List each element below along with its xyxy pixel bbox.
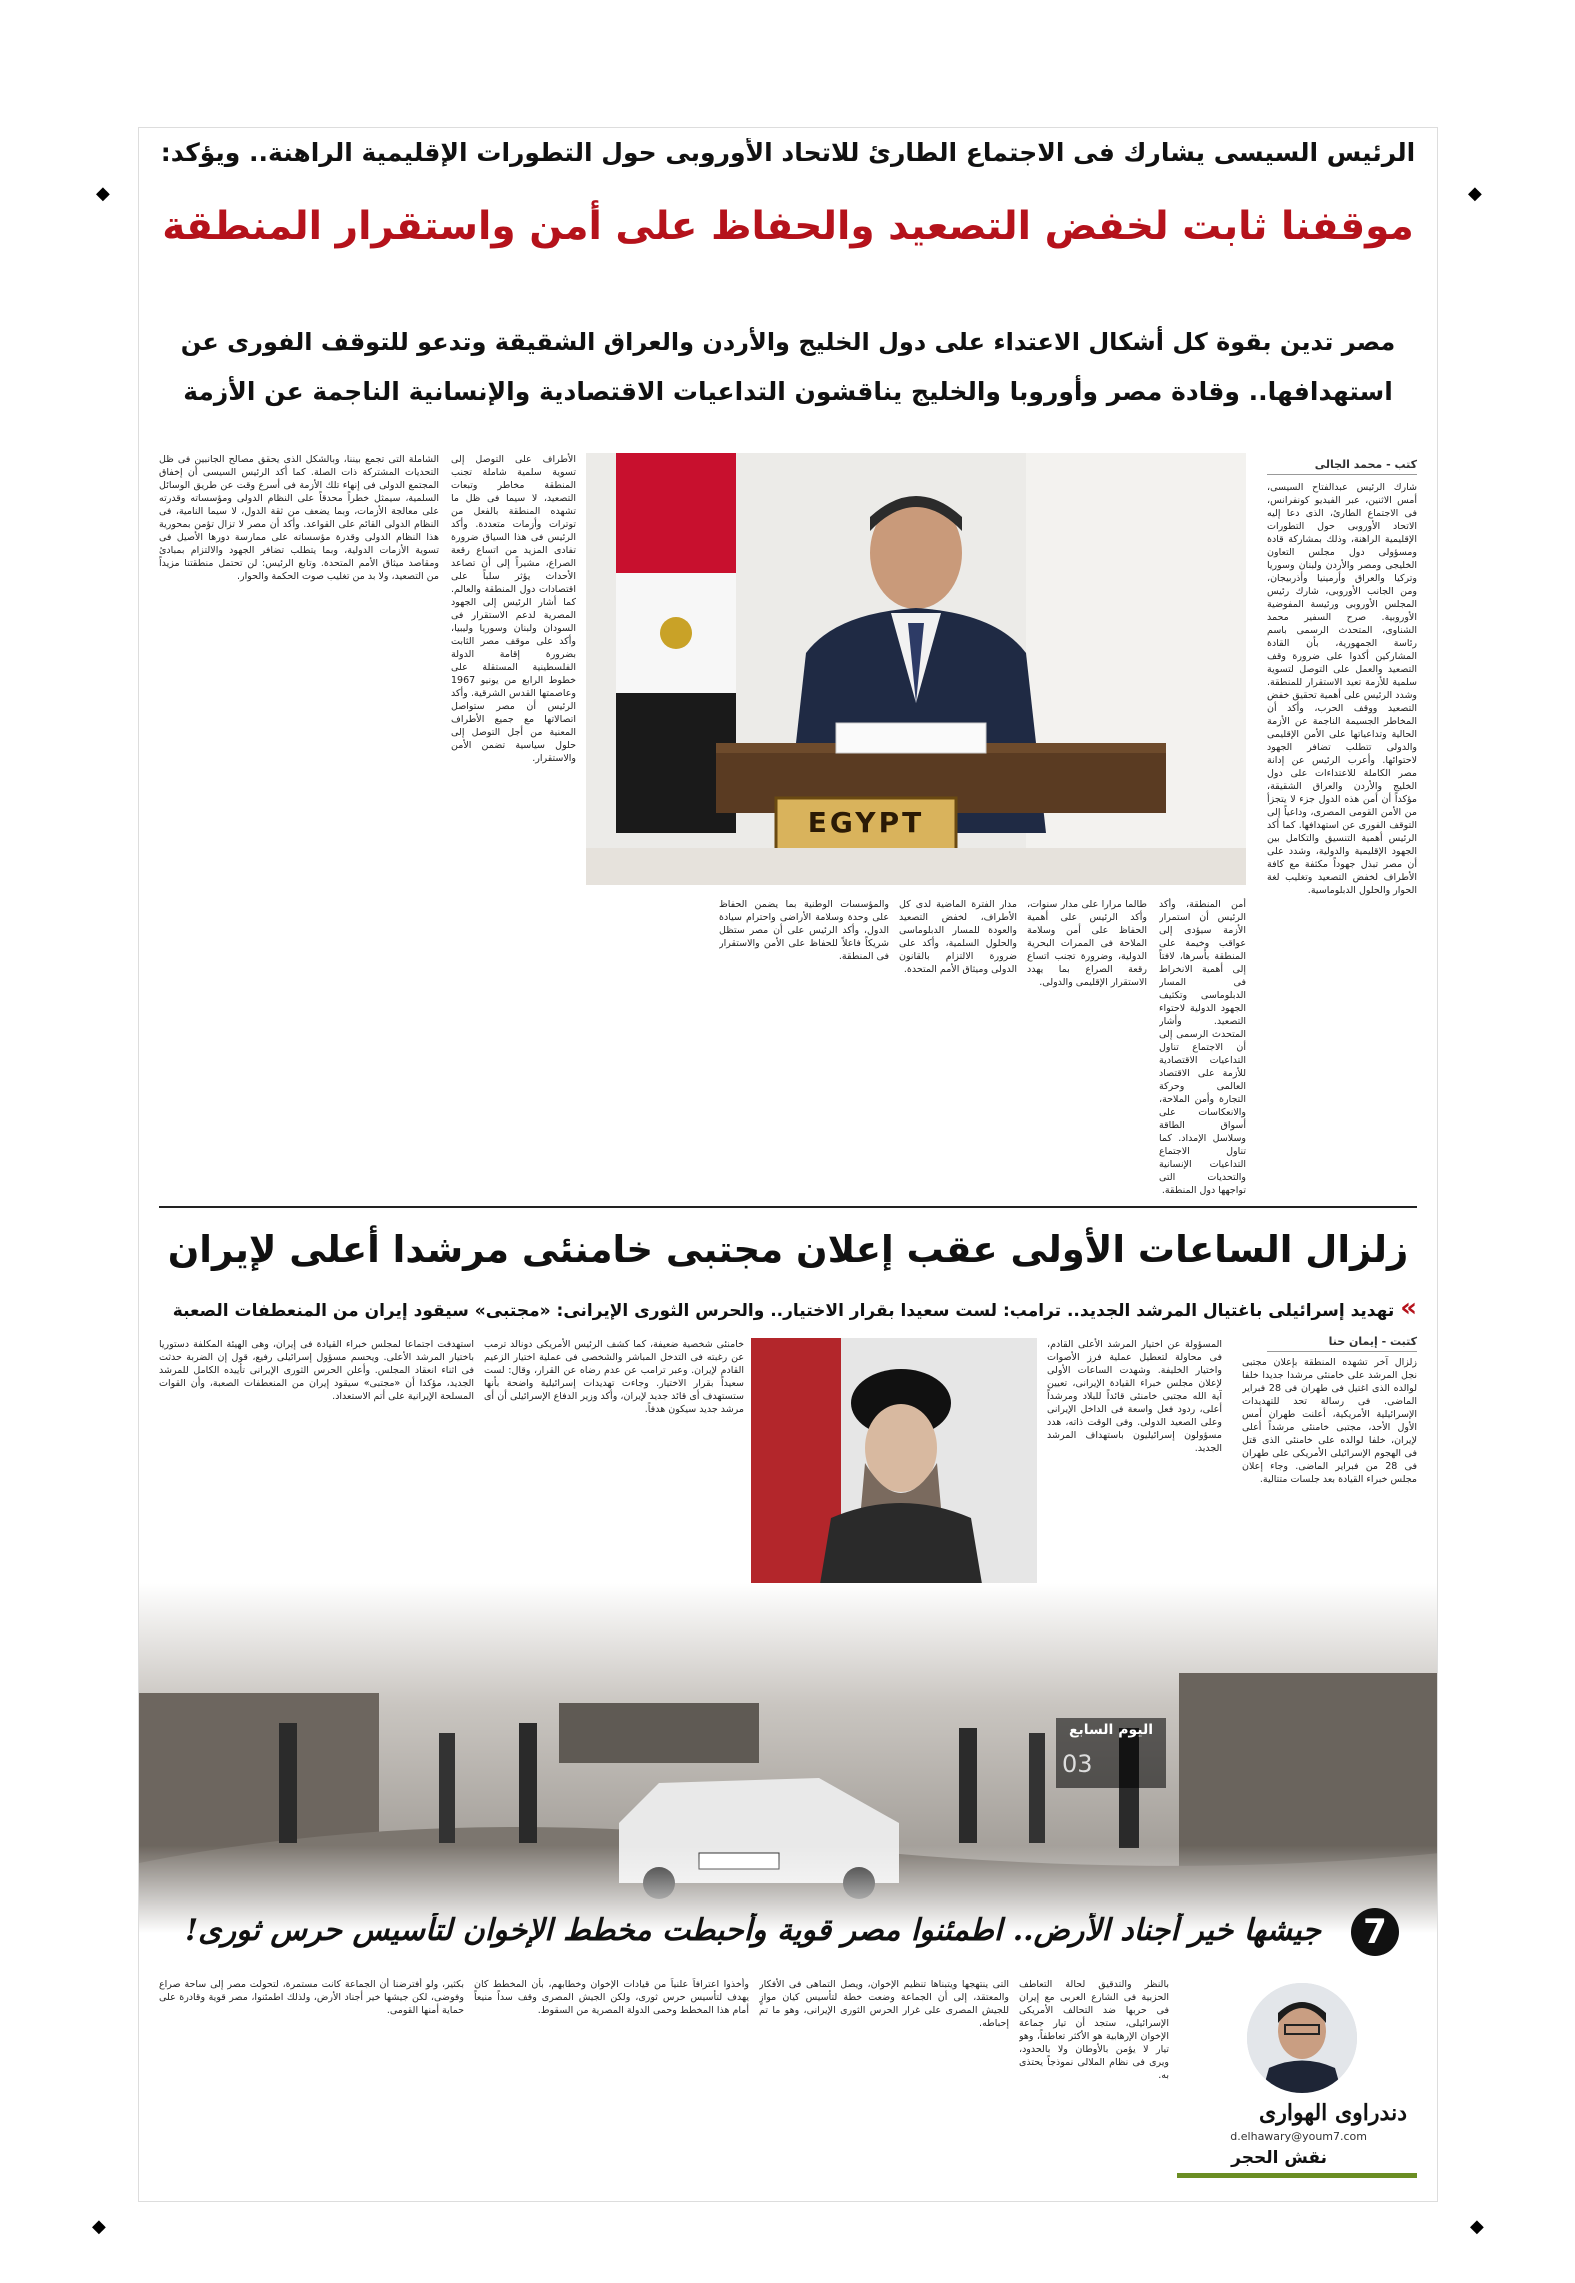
kicker: الرئيس السيسى يشارك فى الاجتماع الطارئ للاتحاد الأوروبى حول التطورات الإقليمية الراهنة.. ويؤكد: xyxy=(160,138,1416,167)
byline: كتب - محمد الجالى xyxy=(1267,458,1417,475)
president-photo xyxy=(586,453,1246,885)
main-headline: موقفنا ثابت لخفض التصعيد والحفاظ على أمن واستقرار المنطقة xyxy=(162,204,1414,249)
second-subhead-text: تهديد إسرائيلى باغتيال المرشد الجديد.. ترامب: لست سعيدا بقرار الاختيار.. والحرس الثورى الإيرانى: «مجتبى» سيقود إيران من المنعطفات الصعبة xyxy=(172,1301,1395,1321)
newspaper-logo xyxy=(1056,1718,1166,1788)
article-column: أمن المنطقة، وأكد الرئيس أن استمرار الأزمة سيؤدى إلى عواقب وخيمة على المنطقة بأسرها، لافتاً إلى أهمية الانخراط فى المسار الدبلوماسى وتكثيف الجهود الدولية لاحتواء التصعيد. وأشار المتحدث الرسمى إلى أن الاجتماع تناول التداعيات الاقتصادية للأزمة على الاقتصاد العالمى وحركة التجارة وأمن الملاحة، والانعكاسات على أسواق الطاقة وسلاسل الإمداد. كما تناول الاجتماع التداعيات الإنسانية والتحديات التى تواجهها دول المنطقة. xyxy=(1159,899,1246,1196)
registration-mark: ◆ xyxy=(96,183,110,204)
column-text: التى ينتهجها ويتبناها تنظيم الإخوان، ويصل التماهى فى الأفكار والمعتقد، إلى أن الجماعة وضعت خطة لتأسيس كيان موازٍ للجيش المصرى على غرار الحرس الثورى الإيرانى، وهو ما تم إحباطه. xyxy=(759,1979,1009,2029)
article-column: استهدفت اجتماعا لمجلس خبراء القيادة فى إيران، وهى الهيئة المكلفة دستوريا باختيار المرشد الأعلى. ويحسم مسؤول إسرائيلى رفيع، قول إن الضربة حدثت فى اثناء انعقاد المجلس. وأعلن الحرس الثورى الإيرانى تأييده الكامل للمرشد الجديد، مؤكدا أن «مجتبى» سيقود إيران من المنعطفات الصعبة، وأن القوات المسلحة الإيرانية على أتم الاستعداد. xyxy=(159,1339,474,1402)
second-subhead xyxy=(159,1293,1417,1323)
byline: كتبت - إيمان حنا xyxy=(1267,1335,1417,1352)
article-column: والمؤسسات الوطنية بما يضمن الحفاظ على وحدة وسلامة الأراضى واحترام سيادة الدول، وأكد الرئيس على أن مصر ستظل شريكاً فاعلاً للحفاظ على الأمن والاستقرار فى المنطقة. xyxy=(719,899,889,962)
author-name: دندراوى الهوارى xyxy=(1259,2100,1407,2126)
chevron-icon: » xyxy=(1400,1293,1417,1323)
desk-nameplate: EGYPT xyxy=(807,806,925,839)
article-column: زلزال آخر تشهده المنطقة بإعلان مجتبى نجل المرشد على خامنئى مرشدا جديدا خلفا لوالده الذى اغتيل فى طهران فى 28 فبراير الماضى. فى رسالة تحد للتهديدات الإسرائيلية الأمريكية، أعلنت طهران أمس الأول الأحد، مجتبى خامنئى مرشداً أعلى لإيران، خلفا لوالده على خامنئى الذى قتل فى الهجوم الإسرائيلى الأمريكى على طهران فى 28 من فبراير الماضى. وجاء إعلان مجلس خبراء القيادة بعد جلسات متتالية. xyxy=(1242,1357,1417,1485)
author-photo xyxy=(1247,1983,1357,2093)
column-headline: جيشها خير أجناد الأرض.. اطمئنوا مصر قوية وأحبطت مخطط الإخوان لتأسيس حرس ثورى! xyxy=(184,1913,1322,1948)
article-column: مدار الفترة الماضية لدى كل الأطراف، لخفض التصعيد والعودة للمسار الدبلوماسى والحلول السلمية، وأكد على ضرورة الالتزام بالقانون الدولى وميثاق الأمم المتحدة. xyxy=(899,899,1017,975)
newspaper-page xyxy=(138,127,1438,2202)
deck-line-2: استهدافها.. وقادة مصر وأوروبا والخليج يناقشون التداعيات الاقتصادية والإنسانية الناجمة عن الأزمة xyxy=(183,377,1393,406)
author-box xyxy=(1177,1978,1417,2178)
column-text: وأخذوا اعترافاً علنياً من قيادات الإخوان وخطابهم، بأن المخطط كان يهدف لتأسيس حرس ثورى، ولكن الجيش المصرى وقف سداً منيعاً أمام هذا المخطط وحمى الدولة المصرية من السقوط. xyxy=(474,1979,749,2016)
author-email: d.elhawary@youm7.com xyxy=(1230,2130,1367,2143)
article-column: الشاملة التى تجمع بيننا، وبالشكل الذى يحقق مصالح الجانبين فى ظل التحديات المشتركة ذات الصلة. كما أكد الرئيس السيسى أن إخفاق المجتمع الدولى فى إنهاء تلك الأزمة فى أسرع وقت عن طريق الوسائل السلمية، سيمثل خطراً محدقاً على النظام الدولى ومؤسساته وقدرته على معالجة الأزمات، وبما يضعف من ثقة الدول، لا سيما النامية، فى النظام الدولى القائم على القواعد. وأكد أن مصر لا تزال تؤمن بمحورية هذا النظام الدولى وقدرة مؤسساته على ممارسة دورها الأصيل فى تسوية الأزمات الدولية، وبما يتطلب تضافر الجهود والالتزام بمبادئ ومقاصد ميثاق الأمم المتحدة. وتابع الرئيس: لن تحتمل منطقتنا مزيداً من التصعيد، ولا بد من تغليب صوت الحكمة والحوار. xyxy=(159,454,439,582)
street-rubble-photo xyxy=(139,1583,1438,1933)
registration-mark: ◆ xyxy=(92,2216,106,2237)
page-number: 03 xyxy=(1062,1750,1093,1778)
registration-mark: ◆ xyxy=(1468,183,1482,204)
article-column: المسؤولة عن اختيار المرشد الأعلى القادم، فى محاولة لتعطيل عملية فرز الأصوات واختيار الخليفة. وشهدت الساعات الأولى لإعلان مجلس خبراء القيادة الإيرانى، تعيين آية الله مجتبى خامنئى قائداً للبلاد ومرشداً أعلى، ردود فعل واسعة فى الداخل الإيرانى وعلى الصعيد الدولى. وفى الوقت ذاته، هدد مسؤولون إسرائيليون باستهداف المرشد الجديد. xyxy=(1047,1339,1222,1454)
section-divider xyxy=(159,1206,1417,1208)
article-column: طالما مرارا على مدار سنوات، وأكد الرئيس على أهمية الحفاظ على أمن وسلامة الملاحة فى الممرات البحرية الدولية، وضرورة تجنب اتساع رقعة الصراع بما يهدد الاستقرار الإقليمى والدولى. xyxy=(1027,899,1147,988)
column-number: 7 xyxy=(1351,1908,1399,1956)
column-series: نقش الحجر xyxy=(1231,2148,1327,2168)
column-text: بالنظر والتدقيق لحالة التعاطف الحزبية فى الشارع العربى مع إيران فى حربها ضد التحالف الأمريكى الإسرائيلى، ستجد أن تيار جماعة الإخوان الإرهابية هو الأكثر تعاطفاً، وهو تيار لا يؤمن بالأوطان ولا بالحدود، ويرى فى نظام الملالى نموذجاً يحتذى به. xyxy=(1019,1979,1169,2081)
article-column: شارك الرئيس عبدالفتاح السيسى، أمس الاثنين، عبر الفيديو كونفرانس، فى الاجتماع الطارئ، الذى دعا إليه الاتحاد الأوروبى حول التطورات الإقليمية الراهنة، وذلك بمشاركة قادة ومسؤولى دول مجلس التعاون الخليجى ومصر والأردن ولبنان وسوريا وتركيا والعراق وأرمينيا وأذربيجان، ومن الجانب الأوروبى، شارك رئيس المجلس الأوروبى ورئيسة المفوضية الأوروبية. صرح السفير محمد الشناوى، المتحدث الرسمى باسم رئاسة الجمهورية، بأن القادة المشاركين أكدوا على ضرورة وقف التصعيد والعمل على التوصل لتسوية سلمية للأزمة تعيد الاستقرار للمنطقة. وشدد الرئيس على أهمية تحقيق خفض التصعيد ووقف الحرب، وأكد أن المخاطر الجسيمة الناجمة عن الأزمة الحالية وتداعياتها على الأمن الإقليمى والدولى تتطلب تضافر الجهود لاحتوائها. وأعرب الرئيس عن إدانة مصر الكاملة للاعتداءات على دول الخليج والأردن والعراق الشقيقة، مؤكداً أن أمن هذه الدول جزء لا يتجزأ من الأمن القومى المصرى، وداعياً إلى التوقف الفورى عن استهدافها. كما أكد الرئيس أهمية التنسيق والتكامل بين الجهود الإقليمية والدولية، وشدد على أن مصر تبذل جهوداً مكثفة مع كافة الأطراف لخفض التصعيد وتغليب لغة الحوار والحلول الدبلوماسية. xyxy=(1267,482,1417,896)
article-column: خامنئى شخصية ضعيفة، كما كشف الرئيس الأمريكى دونالد ترمب عن رغبته فى التدخل المباشر والشخصى فى عملية اختيار الزعيم القادم لإيران. وعبر ترامب عن عدم رضاه عن القرار، وقال: لست سعيداً بقرار الاختيار. وجاءت تهديدات إسرائيلية واضحة بأنها ستستهدف أى قائد جديد لإيران، وأكد وزير الدفاع الإسرائيلى أن أى مرشد جديد سيكون هدفاً. xyxy=(484,1339,744,1415)
registration-mark: ◆ xyxy=(1470,2216,1484,2237)
article-column: الأطراف على التوصل إلى تسوية سلمية شاملة تجنب المنطقة مخاطر وتبعات التصعيد، لا سيما فى ظل ما تشهده المنطقة بالفعل من توترات وأزمات متعددة. وأكد الرئيس فى هذا السياق ضرورة تفادى المزيد من اتساع رقعة الصراع، مشيراً إلى أن تصاعد الأحداث يؤثر سلباً على اقتصادات دول المنطقة والعالم. كما أشار الرئيس إلى الجهود المصرية لدعم الاستقرار فى السودان ولبنان وسوريا وليبيا، وأكد على موقف مصر الثابت بضرورة إقامة الدولة الفلسطينية المستقلة على خطوط الرابع من يونيو 1967 وعاصمتها القدس الشرقية. وأكد الرئيس أن مصر ستواصل اتصالاتها مع جميع الأطراف المعنية من أجل التوصل إلى حلول سياسية تضمن الأمن والاستقرار. xyxy=(451,454,576,764)
newspaper-name: اليوم السابع xyxy=(1068,1722,1154,1738)
column-text: بكثير، ولو أفترضنا أن الجماعة كانت مستمرة، لتحولت مصر إلى ساحة صراع وفوضى، لكن جيشها خير أجناد الأرض، ولذلك اطمئنوا، مصر قوية وقادرة على حماية أمنها القومى. xyxy=(159,1979,464,2016)
deck-line-1: مصر تدين بقوة كل أشكال الاعتداء على دول الخليج والأردن والعراق الشقيقة وتدعو للتوقف الفورى عن xyxy=(180,328,1396,356)
second-headline: زلزال الساعات الأولى عقب إعلان مجتبى خامنئى مرشدا أعلى لإيران xyxy=(167,1228,1409,1271)
